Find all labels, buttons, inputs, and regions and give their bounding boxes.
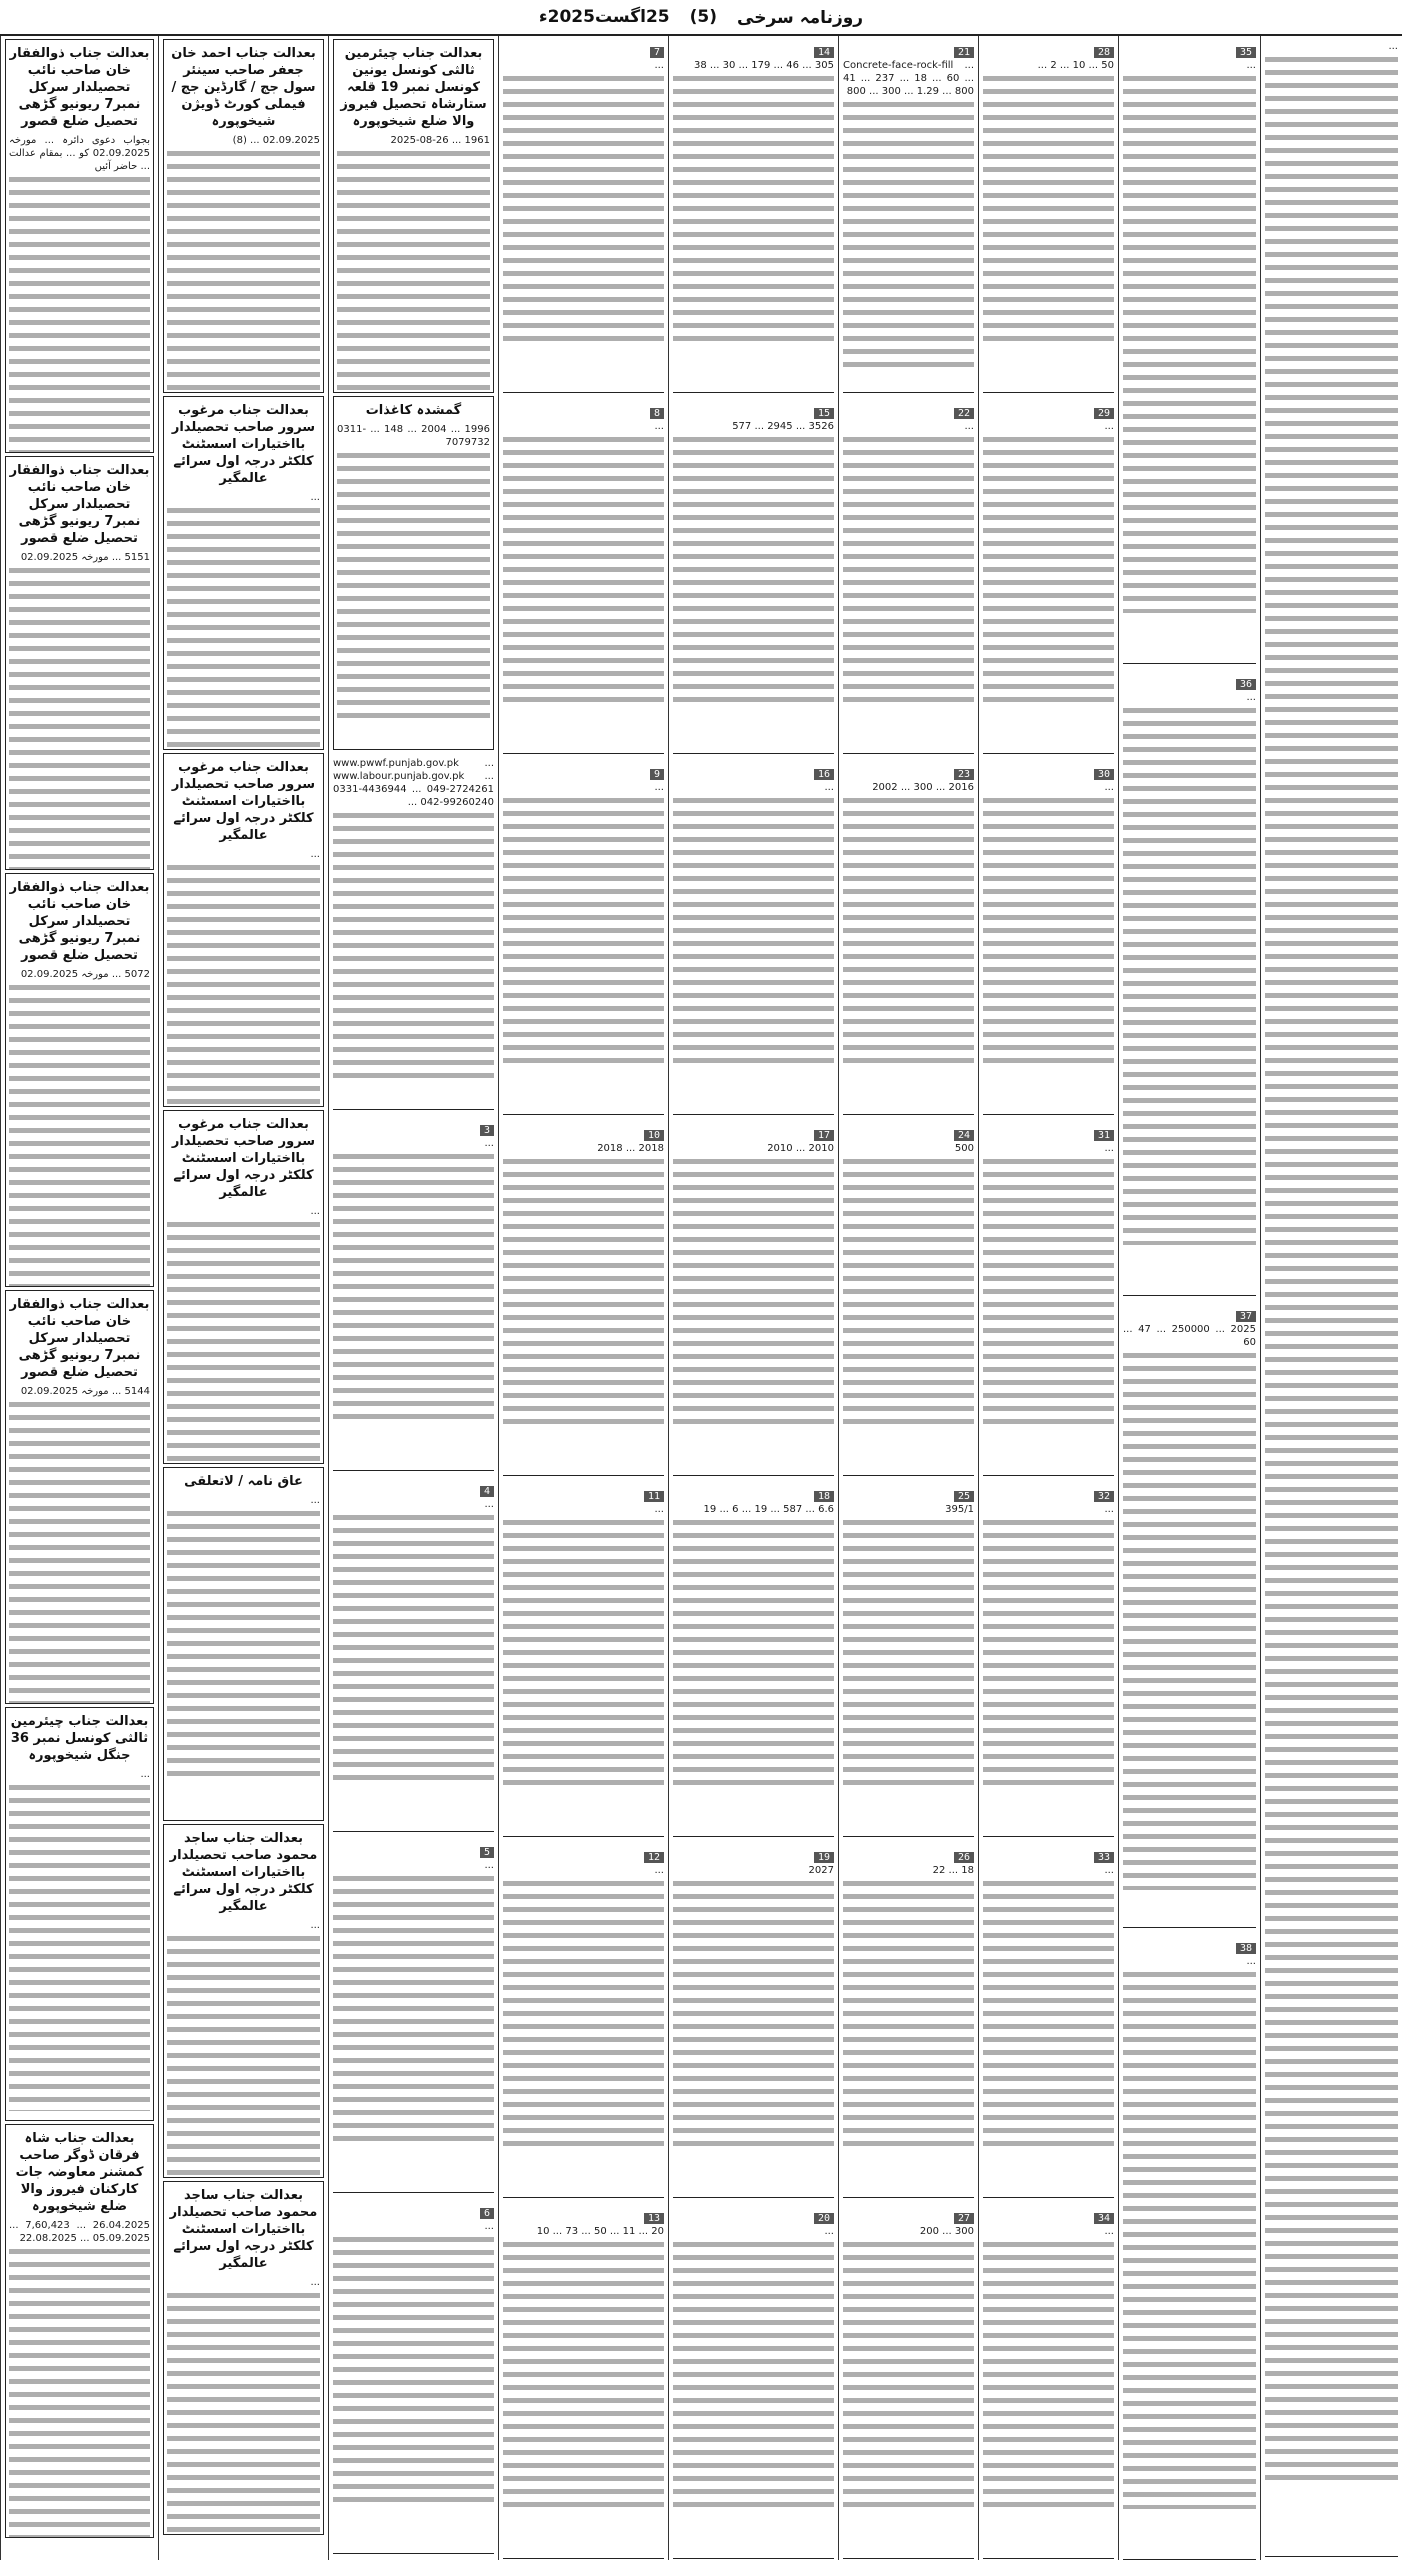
notice-title: بعدالت جناب ذوالفقار خان صاحب نائب تحصیلدار سرکل نمبر7 ریونیو گڑھی تحصیل ضلع قصور [9,46,150,129]
item-number-badge: 11 [644,1491,664,1502]
notice-text: Concrete-face-rock-fill ... 41 ... 237 ... 18 ... 60 ... 800 ... 300 ... 1.29 ... 800 [843,60,974,97]
item-number-badge: 5 [480,1847,494,1858]
notice [333,2197,494,2554]
notice [843,1119,974,1476]
notice-title: بعدالت جناب مرغوب سرور صاحب تحصیلدار بااختیارات اسسٹنٹ کلکٹر درجہ اول سرائے عالمگیر [171,760,316,843]
item-number-badge: 7 [650,47,664,58]
notice [5,1707,154,2121]
text-lines [1123,1349,1256,1890]
notice-text: 5072 ... مورخہ 02.09.2025 [20,969,150,980]
notice-text: ... [310,1495,320,1506]
text-lines [333,809,494,1079]
notice-text: 500 [954,1143,974,1154]
notice [163,39,324,393]
item-number-badge: 21 [954,47,974,58]
column-3 [978,36,1118,2560]
notice [333,1114,494,1471]
notice-title: بعدالت جناب چیئرمین ثالثی کونسل یونین کونسل نمبر 19 قلعہ ستارشاہ تحصیل فیروز والا ضلع شیخوپورہ [340,46,487,129]
notice-text: ... [1104,782,1114,793]
text-lines [9,173,150,453]
item-number-badge: 8 [650,408,664,419]
item-number-badge: 24 [954,1130,974,1141]
notice [163,1110,324,1464]
notice [843,2202,974,2559]
item-number-badge: 22 [954,408,974,419]
text-lines [843,2238,974,2508]
notice-text: 2010 ... 2010 [767,1143,834,1154]
item-number-badge: 6 [480,2208,494,2219]
notice-text: ... [484,2221,494,2232]
notice-text: ... [310,492,320,503]
column-1 [1260,36,1402,2560]
notice-text: 2027 [808,1865,834,1876]
notice [1265,36,1398,2557]
notice-title: بعدالت جناب احمد خان جعفر صاحب سینئر سول جج / گارڈین جج / فیملی کورٹ ڈویژن شیخوپورہ [171,46,316,129]
notice-text: 20 ... 11 ... 50 ... 73 ... 10 [536,2226,664,2237]
notice [673,397,834,754]
item-number-badge: 33 [1094,1852,1114,1863]
text-lines [9,981,150,1287]
notice [843,1480,974,1837]
notice [163,396,324,750]
text-lines [337,449,490,719]
notice [673,1119,834,1476]
text-lines [337,147,490,393]
column-5 [668,36,838,2560]
notice [1123,1300,1256,1928]
item-number-badge: 16 [814,769,834,780]
text-lines [333,2233,494,2503]
text-lines [673,1516,834,1786]
text-lines [983,433,1114,703]
notice [333,1836,494,2193]
text-lines [843,98,974,368]
notice [503,1480,664,1837]
notice-text: ... [484,1138,494,1149]
notice-text: ... [654,1504,664,1515]
item-number-badge: 36 [1236,679,1256,690]
text-lines [333,1150,494,1420]
notice [333,753,494,1110]
notice-title: بعدالت جناب مرغوب سرور صاحب تحصیلدار بااختیارات اسسٹنٹ کلکٹر درجہ اول سرائے عالمگیر [171,1117,316,1200]
notice [333,39,494,393]
notice [333,396,494,750]
notice [163,1824,324,2178]
item-number-badge: 34 [1094,2213,1114,2224]
text-lines [673,72,834,342]
item-number-badge: 38 [1236,1943,1256,1954]
notice-text: ... [310,1206,320,1217]
notice-title: بعدالت جناب ذوالفقار خان صاحب نائب تحصیلدار سرکل نمبر7 ریونیو گڑھی تحصیل ضلع قصور [9,880,150,963]
item-number-badge: 19 [814,1852,834,1863]
notice-title: بعدالت جناب ذوالفقار خان صاحب نائب تحصیلدار سرکل نمبر7 ریونیو گڑھی تحصیل ضلع قصور [9,463,150,546]
text-lines [983,2238,1114,2508]
item-number-badge: 14 [814,47,834,58]
notice [983,758,1114,1115]
text-lines [503,1877,664,2147]
notice-text: www.pwwf.punjab.gov.pk ... www.labour.punjab.gov.pk ... 0331-4436944 ... 049-2724261 ... 042-99260240 [333,758,494,808]
notice-text: ... [484,1499,494,1510]
notice-title: بعدالت جناب ساجد محمود صاحب تحصیلدار بااختیارات اسسٹنٹ کلکٹر درجہ اول سرائے عالمگیر [169,2188,318,2271]
notice [5,1290,154,1704]
text-lines [9,1781,150,2111]
text-lines [673,1155,834,1425]
item-number-badge: 25 [954,1491,974,1502]
notice [673,1480,834,1837]
notice-text: بجواب دعوی دائرہ ... مورخہ 02.09.2025 کو ... بمقام عدالت ... حاضر آئیں [9,135,150,172]
item-number-badge: 12 [644,1852,664,1863]
notice [503,397,664,754]
notice [983,1841,1114,2198]
notice-title: گمشدہ کاغذات [365,403,462,418]
notice-text: 2018 ... 2018 [597,1143,664,1154]
notice-text: 02.09.2025 ... (8) [232,135,320,146]
text-lines [983,1516,1114,1786]
item-number-badge: 15 [814,408,834,419]
notice-text: 1961 ... 2025-08-26 [390,135,490,146]
text-lines [673,2238,834,2508]
text-lines [333,1872,494,2142]
notice [1123,1932,1256,2560]
notice-text: 305 ... 46 ... 179 ... 30 ... 38 [693,60,834,71]
notice [983,2202,1114,2559]
text-lines [167,2289,320,2535]
notice [673,1841,834,2198]
notice-title: بعدالت جناب ساجد محمود صاحب تحصیلدار بااختیارات اسسٹنٹ کلکٹر درجہ اول سرائے عالمگیر [169,1831,318,1914]
notice-text: ... [1104,421,1114,432]
notice-text: 2025 ... 250000 ... 47 ... 60 [1123,1324,1256,1348]
item-number-badge: 26 [954,1852,974,1863]
notice-text: 2016 ... 300 ... 2002 [872,782,974,793]
notice-text: ... [654,421,664,432]
notice [503,36,664,393]
notice-text: 18 ... 22 [932,1865,974,1876]
item-number-badge: 9 [650,769,664,780]
item-number-badge: 27 [954,2213,974,2224]
notice-text: ... [310,1920,320,1931]
text-lines [9,1398,150,1704]
notice-text: 300 ... 200 [919,2226,974,2237]
notice-text: ... [1246,1956,1256,1967]
text-lines [983,794,1114,1064]
text-lines [167,504,320,750]
notice-text: ... [824,782,834,793]
notice-text: ... [1388,41,1398,52]
text-lines [167,147,320,393]
text-lines [1123,704,1256,1245]
notice [503,1841,664,2198]
page-columns [0,36,1402,2560]
text-lines [333,1511,494,1781]
text-lines [503,1516,664,1786]
notice-text: 6.6 ... 587 ... 19 ... 6 ... 19 [703,1504,834,1515]
notice-title: بعدالت جناب مرغوب سرور صاحب تحصیلدار بااختیارات اسسٹنٹ کلکٹر درجہ اول سرائے عالمگیر [171,403,316,486]
text-lines [843,1155,974,1425]
text-lines [673,1877,834,2147]
notice [1123,668,1256,1296]
notice-text: ... [1104,1865,1114,1876]
text-lines [503,433,664,703]
column-6 [498,36,668,2560]
notice-text: ... [1104,1143,1114,1154]
text-lines [673,433,834,703]
text-lines [843,1877,974,2147]
notice [163,753,324,1107]
text-lines [167,1507,320,1777]
notice-text: 1996 ... 2004 ... 148 ... 0311-7079732 [337,424,490,448]
text-lines [167,1932,320,2178]
notice [503,758,664,1115]
notice [983,1480,1114,1837]
column-8 [158,36,328,2560]
notice [983,1119,1114,1476]
item-number-badge: 18 [814,1491,834,1502]
text-lines [167,861,320,1107]
notice-text: ... [654,60,664,71]
item-number-badge: 31 [1094,1130,1114,1141]
notice [163,2181,324,2535]
notice-text: ... [1104,2226,1114,2237]
notice-text: 395/1 [945,1504,974,1515]
notice-text: 3526 ... 2945 ... 577 [732,421,834,432]
column-9 [0,36,158,2560]
notice-text: ... [1104,1504,1114,1515]
notice [333,1475,494,1832]
text-lines [503,1155,664,1425]
text-lines [503,72,664,342]
item-number-badge: 29 [1094,408,1114,419]
text-lines [983,1877,1114,2147]
item-number-badge: 4 [480,1486,494,1497]
notice [673,36,834,393]
item-number-badge: 35 [1236,47,1256,58]
text-lines [1123,1968,1256,2509]
text-lines [673,794,834,1064]
notice [503,1119,664,1476]
item-number-badge: 32 [1094,1491,1114,1502]
notice [983,36,1114,393]
newspaper-header [0,0,1402,36]
notice [1123,36,1256,664]
item-number-badge: 13 [644,2213,664,2224]
text-lines [503,794,664,1064]
notice [843,1841,974,2198]
text-lines [1265,53,1398,2487]
column-2 [1118,36,1260,2560]
item-number-badge: 23 [954,769,974,780]
notice-text: ... [310,849,320,860]
notice-text: 50 ... 10 ... 2 ... [1037,60,1114,71]
text-lines [843,433,974,703]
notice-title: بعدالت جناب ذوالفقار خان صاحب نائب تحصیلدار سرکل نمبر7 ریونیو گڑھی تحصیل ضلع قصور [9,1297,150,1380]
notice-text: ... [654,782,664,793]
notice [673,758,834,1115]
page-number: (5) [689,7,718,27]
column-4 [838,36,978,2560]
notice [673,2202,834,2559]
item-number-badge: 20 [814,2213,834,2224]
notice-text: ... [310,2277,320,2288]
text-lines [9,564,150,870]
text-lines [843,1516,974,1786]
item-number-badge: 37 [1236,1311,1256,1322]
text-lines [983,72,1114,342]
notice-text: ... [484,1860,494,1871]
notice-text: ... [140,1769,150,1780]
notice-text: ... [654,1865,664,1876]
notice [983,397,1114,754]
notice-text: ... [824,2226,834,2237]
notice [843,36,974,393]
notice-title: بعدالت جناب چیئرمین ثالثی کونسل نمبر 36 جنگل شیخوپورہ [10,1714,149,1763]
paper-name: روزنامہ سرخی [737,7,864,28]
text-lines [843,794,974,1064]
notice-title: بعدالت جناب شاہ فرقان ڈوگر صاحب کمشنر معاوضہ جات کارکنان فیروز والا ضلع شیخوپورہ [15,2131,144,2214]
notice [5,39,154,453]
notice [503,2202,664,2559]
notice [5,873,154,1287]
notice-text: 5144 ... مورخہ 02.09.2025 [20,1386,150,1397]
issue-date: 25اگست2025ء [538,7,670,27]
notice-text: 5151 ... مورخہ 02.09.2025 [20,552,150,563]
item-number-badge: 30 [1094,769,1114,780]
notice [163,1467,324,1821]
notice-text: ... [964,421,974,432]
item-number-badge: 17 [814,1130,834,1141]
notice [5,2124,154,2538]
notice-text: 26.04.2025 ... 7,60,423 ... 05.09.2025 ... 22.08.2025 [9,2220,150,2244]
notice [5,456,154,870]
notice-text: ... [1246,692,1256,703]
text-lines [167,1218,320,1464]
item-number-badge: 10 [644,1130,664,1141]
text-lines [1123,72,1256,613]
text-lines [9,2245,150,2538]
item-number-badge: 3 [480,1125,494,1136]
text-lines [983,1155,1114,1425]
item-number-badge: 28 [1094,47,1114,58]
notice [843,397,974,754]
notice-title: عاق نامہ / لاتعلقی [184,1474,303,1489]
text-lines [503,2238,664,2508]
column-7 [328,36,498,2560]
notice-text: ... [1246,60,1256,71]
notice [843,758,974,1115]
